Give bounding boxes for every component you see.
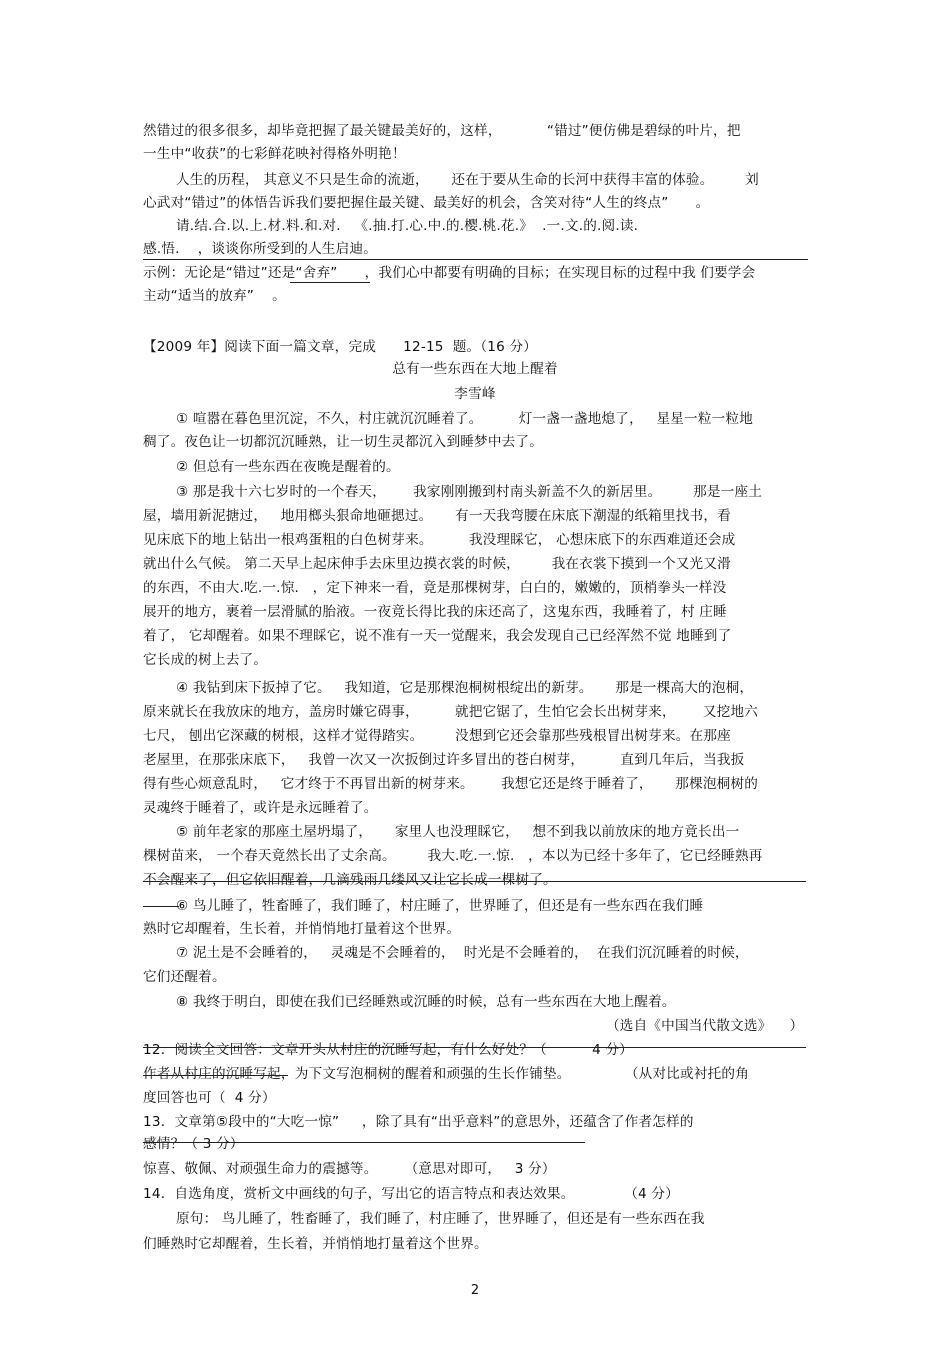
text-line: 老屋里，在那张床底下， 我曾一次又一次扳倒过许多冒出的苍白树芽， 直到几年后，当我扳 (143, 752, 745, 768)
section-heading: 【2009 年】阅读下面一篇文章，完成 12-15 题。（16 分） (143, 339, 538, 355)
text-line: 示例：无论是“错过”还是“舍弃” ，我们心中都要有明确的目标；在实现目标的过程中我 们要学会 (143, 265, 756, 281)
text-line: ① 喧嚣在暮色里沉淀，不久，村庄就沉沉睡着了。 灯一盏一盏地熄了， 星星一粒一粒地 (176, 411, 754, 427)
text-line: 着了， 它却醒着。如果不理睬它，说不准有一天一觉醒来，我会发现自己已经浑然不觉 地睡到了 (143, 628, 732, 644)
text-line: 原句： 鸟儿睡了，牲畜睡了，我们睡了，村庄睡了，世界睡了，但还是有一些东西在我 (176, 1211, 705, 1227)
text-line: ④ 我钻到床下扳掉了它。 我知道，它是那棵泡桐树根绽出的新芽。 那是一棵高大的泡桐， (176, 680, 754, 696)
text-line: ⑤ 前年老家的那座土屋坍塌了， 家里人也没理睬它， 想不到我以前放床的地方竟长出一 (176, 824, 740, 840)
question-13: 13．文章第⑤段中的“大吃一惊” ，除了具有“出乎意料”的意思外，还蕴含了作者怎样的 (143, 1114, 694, 1130)
text-line: ⑦ 泥土是不会睡着的， 灵魂是不会睡着的， 时光是不会睡着的， 在我们沉沉睡着的时候， (176, 945, 749, 961)
text-line: 主动“适当的放弃” 。 (143, 288, 286, 304)
text-line: 棵树苗来， 一个春天竟然长出了丈余高。 我大.吃.一.惊. ，本以为已经十多年了，它已经睡熟再 (143, 848, 763, 864)
strike-rule (143, 906, 179, 907)
page-number: 2 (470, 1283, 480, 1298)
text-line: 的东西，不由大.吃.一.惊. ，定下神来一看，竟是那棵树芽，白白的，嫩嫩的，顶梢拳头一样没 (143, 580, 727, 596)
answer-13: 惊喜、敬佩、对顽强生命力的震撼等。 （意思对即可， 3 分） (143, 1161, 556, 1177)
text-line: 们睡熟时它却醒着，生长着，并悄悄地打量着这个世界。 (143, 1236, 488, 1252)
text-line: 心武对“错过”的体悟告诉我们要把握住最关键、最美好的机会，含笑对待“人生的终点” 。 (143, 195, 710, 211)
text-line: 展开的地方，裹着一层滑腻的胎液。一夜竟长得比我的床还高了，这鬼东西，我睡着了，村 庄睡 (143, 604, 727, 620)
text-line: 一生中“收获”的七彩鲜花映衬得格外明艳！ (143, 146, 406, 162)
text-line: 原来就长在我放床的地方，盖房时嫌它碍事， 就把它锯了，生怕它会长出树芽来， 又挖地六 (143, 704, 759, 720)
answer-underline (143, 1142, 585, 1143)
text-line: 然错过的很多很多，却毕竟把握了最关键最美好的，这样， “错过”便仿佛是碧绿的叶片，把 (143, 123, 741, 139)
source-note: （选自《中国当代散文选》 ） (606, 1018, 804, 1034)
article-title: 总有一些东西在大地上醒着 (392, 361, 558, 377)
question-13: 感情？（ 3 分） (143, 1136, 244, 1152)
text-line: 它长成的树上去了。 (143, 652, 268, 668)
question-14: 14．自选角度，赏析文中画线的句子，写出它的语言特点和表达效果。 （4 分） (143, 1186, 679, 1202)
text-line: 稠了。夜色让一切都沉沉睡熟，让一切生灵都沉入到睡梦中去了。 (143, 434, 544, 450)
text-line: 就出什么气候。 第二天早上起床伸手去床里边摸衣裳的时候， 我在衣裳下摸到一个又光又滑 (143, 556, 731, 572)
text-line: ⑧ 我终于明白，即使在我们已经睡熟或沉睡的时候，总有一些东西在大地上醒着。 (176, 994, 676, 1010)
text-line: ② 但总有一些东西在夜晚是醒着的。 (176, 459, 400, 475)
underlined-sentence: 熟时它却醒着，生长着，并悄悄地打量着这个世界。 (143, 921, 461, 937)
answer-underline (290, 282, 370, 283)
strike-rule (143, 1075, 288, 1076)
question-12: 12．阅读全文回答：文章开头从村庄的沉睡写起，有什么好处？（ 4 分） (143, 1042, 634, 1058)
strike-rule (143, 1047, 806, 1048)
text-line: 不会醒来了，但它依旧醒着，几滴残雨几缕风又让它长成一棵树了。 (143, 872, 557, 888)
text-line: ③ 那是我十六七岁时的一个春天， 我家刚刚搬到村南头新盖不久的新居里。 那是一座土 (176, 484, 763, 500)
text-line: 灵魂终于睡着了，或许是永远睡着了。 (143, 800, 378, 816)
text-line: 得有些心烦意乱时， 它才终于不再冒出新的树芽来。 我想它还是终于睡着了， 那棵泡桐树的 (143, 776, 759, 792)
text-line: 七尺， 刨出它深藏的树根，这样才觉得踏实。 没想到它还会靠那些残根冒出树芽来。在那座 (143, 728, 731, 744)
answer-12: 作者从村庄的沉睡写起，为下文写泡桐树的醒着和顽强的生长作铺垫。 （从对比或衬托的角 (143, 1066, 749, 1082)
article-author: 李雪峰 (454, 386, 496, 402)
text-line: 人生的历程， 其意义不只是生命的流逝， 还在于要从生命的长河中获得丰富的体验。 刘 (176, 172, 759, 188)
text-line: 感.悟. ，谈谈你所受到的人生启迪。 (143, 241, 378, 257)
text-line: 见床底下的地上钻出一根鸡蛋粗的白色树芽来。 我没理睬它， 心想床底下的东西难道还会成 (143, 532, 736, 548)
text-line: 请.结.合.以.上.材.料.和.对. 《.抽.打.心.中.的.樱.桃.花.》 .一.文.的.阅.读. (176, 218, 639, 234)
answer-underline (143, 259, 808, 260)
strike-rule (143, 881, 806, 882)
text-line: 屋，墙用新泥搪过， 地用榔头狠命地砸揌过。 有一天我弯腰在床底下潮湿的纸箱里找书，看 (143, 508, 731, 524)
answer-12: 度回答也可（ 4 分） (143, 1090, 276, 1106)
text-line: 它们还醒着。 (143, 969, 226, 985)
underlined-sentence: ⑥ 鸟儿睡了，牲畜睡了，我们睡了，村庄睡了，世界睡了，但还是有一些东西在我们睡 (176, 898, 704, 914)
